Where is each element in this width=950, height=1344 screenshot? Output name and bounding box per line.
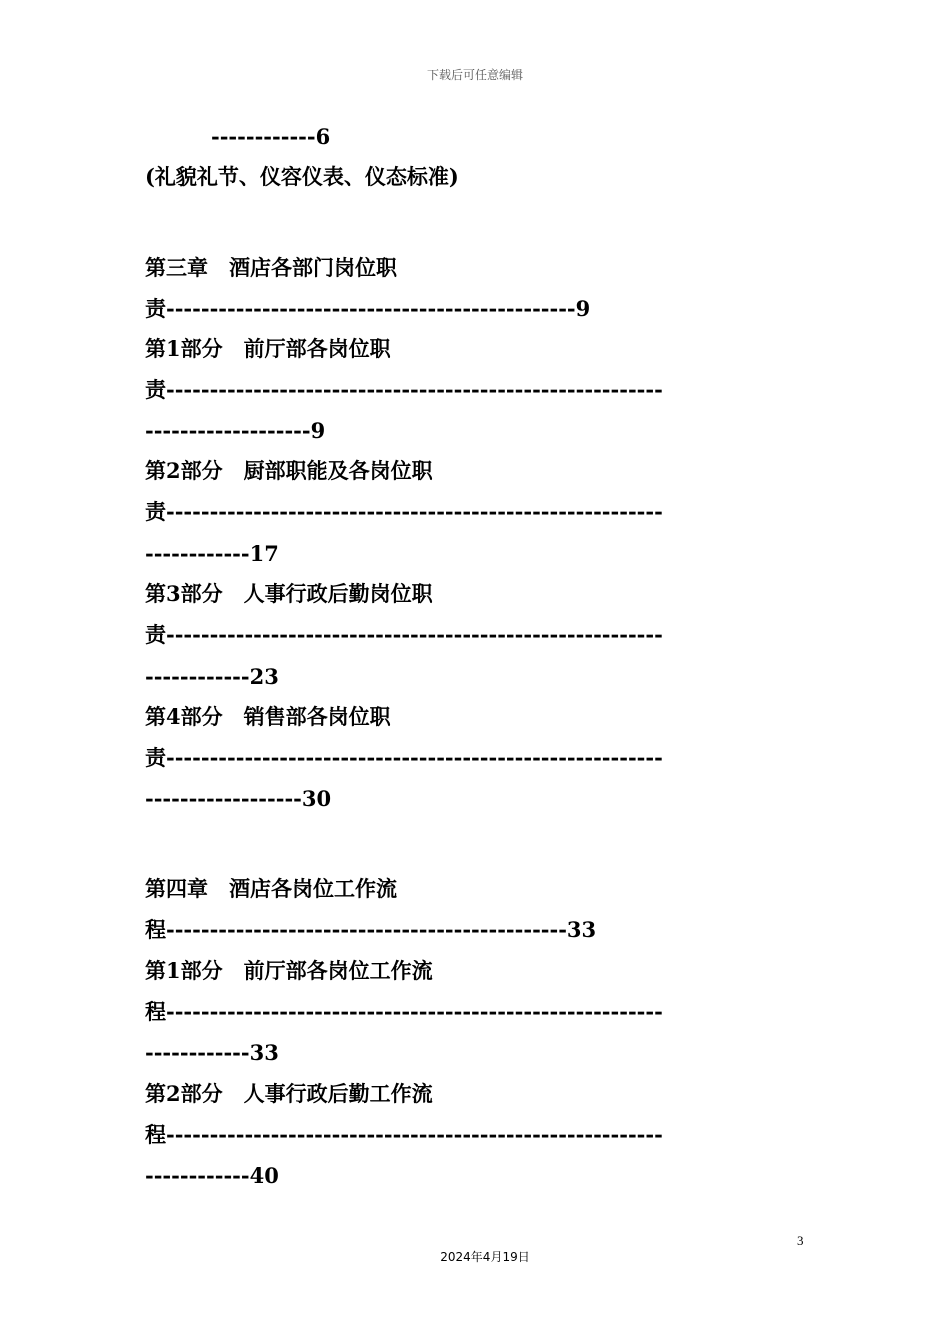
toc-line: ------------6 (211, 124, 331, 149)
toc-line: 责--------------------------------------------------------- (145, 377, 663, 402)
page-footer-date: 2024年4月19日 (440, 1250, 530, 1264)
toc-line: 责--------------------------------------------------------- (145, 499, 663, 524)
toc-line: 程--------------------------------------------------------- (145, 999, 663, 1024)
toc-line: 责--------------------------------------------------------- (145, 622, 663, 647)
page-header: 下载后可任意编辑 (426, 68, 523, 82)
toc-line: 第三章 酒店各部门岗位职 (145, 255, 397, 280)
toc-line: 责--------------------------------------------------------- (145, 745, 663, 770)
toc-line: (礼貌礼节、仪容仪表、仪态标准) (145, 164, 459, 189)
toc-line: 责-----------------------------------------------9 (145, 296, 591, 321)
toc-line: -------------------9 (145, 418, 326, 443)
toc-line: 程----------------------------------------------33 (145, 917, 597, 942)
toc-line: ------------17 (145, 541, 279, 566)
toc-line: 第四章 酒店各岗位工作流 (145, 876, 397, 901)
toc-line: 程--------------------------------------------------------- (145, 1122, 663, 1147)
toc-line: 第3部分 人事行政后勤岗位职 (145, 581, 433, 606)
toc-line: 第4部分 销售部各岗位职 (145, 704, 391, 729)
toc-line: 第1部分 前厅部各岗位职 (145, 336, 391, 361)
toc-line: 第1部分 前厅部各岗位工作流 (145, 958, 433, 983)
toc-line: 第2部分 厨部职能及各岗位职 (145, 458, 433, 483)
toc-line: ------------23 (145, 664, 279, 689)
page-number: 3 (797, 1233, 804, 1248)
toc-line: ------------40 (145, 1163, 279, 1188)
toc-line: ------------33 (145, 1040, 279, 1065)
toc-line: ------------------30 (145, 786, 332, 811)
toc-line: 第2部分 人事行政后勤工作流 (145, 1081, 433, 1106)
